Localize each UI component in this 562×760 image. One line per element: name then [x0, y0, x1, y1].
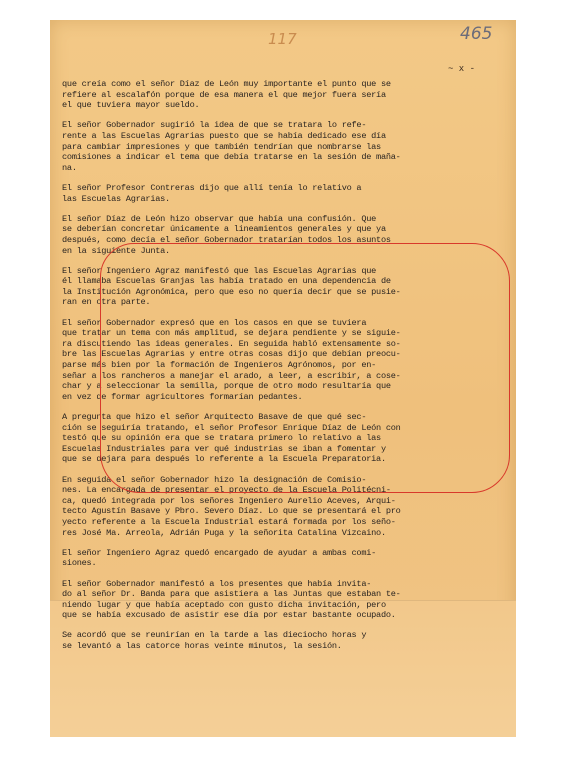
text-line: ra discutiendo las ideas generales. En seguida habló extensamente so-	[62, 338, 401, 349]
text-line: ca, quedó integrada por los señores Ingeniero Aurelio Aceves, Arqui-	[62, 495, 396, 506]
text-line: ran en otra parte.	[62, 297, 151, 308]
paragraph	[62, 214, 428, 256]
text-line: refiere al escalafón porque de esa manera el que mejor fuera sería	[62, 89, 386, 100]
text-line: parse más bien por la formación de Ingenieros Agrónomos, por en-	[62, 360, 377, 371]
text-line: Se acordó que se reunirían en la tarde a las dieciocho horas y	[62, 630, 367, 641]
paragraph	[62, 475, 428, 539]
paragraph	[62, 579, 428, 621]
text-line: las Escuelas Agrarias.	[62, 193, 170, 204]
typewritten-body	[62, 79, 428, 661]
text-line: que tratar un tema con más amplitud, se dejara pendiente y se siguie-	[62, 328, 401, 339]
text-line: El señor Ingeniero Agraz manifestó que las Escuelas Agrarias que	[62, 265, 377, 276]
text-line: El señor Gobernador manifestó a los presentes que había invita-	[62, 578, 372, 589]
text-line: después, como decía el señor Gobernador tratarían todos los asuntos	[62, 234, 391, 245]
text-line: Escuelas Industriales para ver qué industrias se iban a fomentar y	[62, 443, 386, 454]
paragraph	[62, 266, 428, 308]
paragraph	[62, 183, 428, 204]
text-line: res José Ma. Arreola, Adrián Puga y la señorita Catalina Vizcaino.	[62, 527, 386, 538]
text-line: testó que su opinión era que se tratara primero lo relativo a las	[62, 433, 381, 444]
top-mark: ~ x -	[448, 64, 476, 74]
paragraph	[62, 548, 428, 569]
pencil-page-number: 117	[268, 30, 297, 48]
text-line: señar a los rancheros a manejar el arado, a leer, a escribir, a cose-	[62, 370, 401, 381]
text-line: ción se seguiría tratando, el señor Profesor Enrique Díaz de León con	[62, 422, 401, 433]
text-line: yecto referente a la Escuela Industrial estará formada por los seño-	[62, 516, 396, 527]
text-line: para cambiar impresiones y que también tendrían que nombrarse las	[62, 141, 381, 152]
text-line: el que tuviera mayor sueldo.	[62, 100, 200, 111]
text-line: na.	[62, 162, 77, 173]
text-line: nes. La encargada de presentar el proyecto de la Escuela Politécni-	[62, 485, 391, 496]
paragraph	[62, 318, 428, 403]
text-line: char y a seleccionar la semilla, porque de otro modo resultaría que	[62, 381, 391, 392]
text-line: que se dejara para después lo referente a la Escuela Preparatoria.	[62, 454, 386, 465]
text-line: bre las Escuelas Agrarias y entre otras cosas dijo que debían preocu-	[62, 349, 401, 360]
text-line: El señor Profesor Contreras dijo que allí tenía lo relativo a	[62, 182, 362, 193]
text-line: El señor Gobernador expresó que en los casos en que se tuviera	[62, 317, 367, 328]
text-line: que se había excusado de asistir ese día por estar bastante ocupado.	[62, 610, 396, 621]
text-line: que creía como el señor Díaz de León muy importante el punto que se	[62, 79, 391, 89]
text-line: siones.	[62, 558, 97, 569]
text-line: en vez de formar agricultores formarían pedantes.	[62, 391, 303, 402]
text-line: El señor Gobernador sugirió la idea de que se tratara lo refe-	[62, 120, 367, 131]
text-line: la Institución Agronómica, pero que eso no quería decir que se pusie-	[62, 286, 401, 297]
text-line: niendo lugar y que había aceptado con gusto dicha invitación, pero	[62, 599, 386, 610]
text-line: do al señor Dr. Banda para que asistiera a las Juntas que estaban te-	[62, 589, 401, 600]
paragraph	[62, 630, 428, 651]
text-line: comisiones a indicar el tema que debía tratarse en la sesión de maña-	[62, 152, 401, 163]
ink-page-number: 465	[460, 24, 493, 44]
text-line: El señor Díaz de León hizo observar que había una confusión. Que	[62, 213, 377, 224]
text-line: En seguida el señor Gobernador hizo la designación de Comisio-	[62, 474, 367, 485]
text-line: A pregunta que hizo el señor Arquitecto Basave de que qué sec-	[62, 412, 367, 422]
paragraph	[62, 120, 428, 173]
text-line: él llamaba Escuelas Granjas las había tratado en una dependencia de	[62, 276, 391, 287]
text-line: tecto Agustín Basave y Pbro. Severo Díaz. Lo que se presentará el pro	[62, 506, 401, 517]
paragraph	[62, 412, 428, 465]
text-line: rente a las Escuelas Agrarias puesto que se había dedicado ese día	[62, 130, 386, 141]
text-line: en la siguiente Junta.	[62, 245, 170, 256]
text-line: se levantó a las catorce horas veinte minutos, la sesión.	[62, 641, 342, 652]
text-line: se deberían concretar únicamente a lineamientos generales y que ya	[62, 224, 386, 235]
text-line: El señor Ingeniero Agraz quedó encargado de ayudar a ambas comi-	[62, 547, 377, 558]
paragraph	[62, 79, 428, 111]
